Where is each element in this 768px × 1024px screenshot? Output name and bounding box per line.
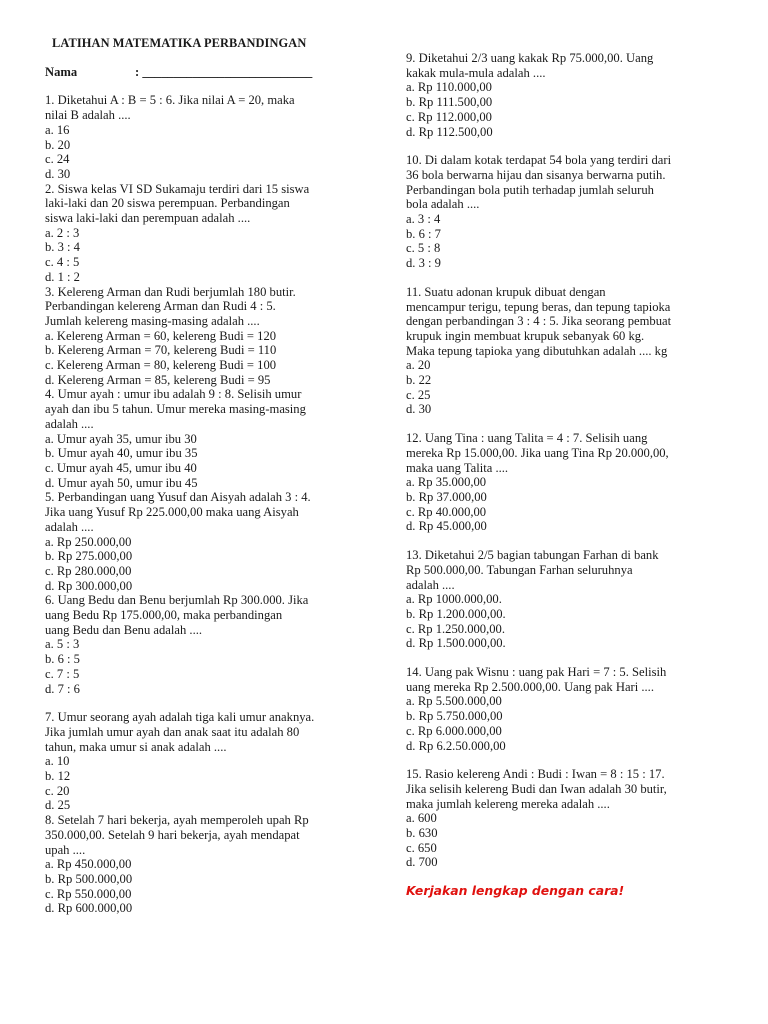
answer-option: d. 3 : 9 <box>406 256 441 271</box>
answer-option: a. Rp 5.500.000,00 <box>406 694 502 709</box>
answer-option: d. 30 <box>45 166 71 181</box>
answer-option: b. 6 : 7 <box>406 226 441 241</box>
answer-option: b. 3 : 4 <box>45 240 80 255</box>
question-item <box>45 93 370 181</box>
answer-option: d. Rp 6.2.50.000,00 <box>406 738 506 753</box>
question-stem: 2. Siswa kelas VI SD Sukamaju terdiri dari 15 siswa laki-laki dan 20 siswa perempuan. Perbandingan siswa laki-laki dan perempuan adalah .... <box>45 181 310 226</box>
answer-option: b. Kelereng Arman = 70, kelereng Budi = 110 <box>45 343 277 358</box>
answer-option: a. Rp 450.000,00 <box>45 857 132 872</box>
answer-option: b. 6 : 5 <box>45 652 80 667</box>
answer-option: d. Rp 300.000,00 <box>45 578 133 593</box>
answer-option: b. 22 <box>406 373 432 388</box>
answer-option: c. Kelereng Arman = 80, kelereng Budi = 100 <box>45 358 277 373</box>
answer-option: b. Rp 37.000,00 <box>406 489 487 504</box>
right-column <box>406 51 736 899</box>
answer-option: a. 2 : 3 <box>45 225 80 240</box>
answer-option: d. 700 <box>406 855 438 870</box>
answer-option: d. 25 <box>45 798 71 813</box>
question-item <box>406 431 736 534</box>
left-column <box>45 36 370 916</box>
question-stem: 14. Uang pak Wisnu : uang pak Hari = 7 : 5. Selisih uang mereka Rp 2.500.000,00. Uang pak Hari .... <box>406 665 667 694</box>
answer-option: b. Umur ayah 40, umur ibu 35 <box>45 446 198 461</box>
answer-option: b. Rp 111.500,00 <box>406 95 493 110</box>
answer-option: c. Rp 40.000,00 <box>406 504 487 519</box>
answer-option: b. Rp 500.000,00 <box>45 871 133 886</box>
answer-option: b. 12 <box>45 769 71 784</box>
answer-option: a. Rp 250.000,00 <box>45 534 132 549</box>
question-stem: 11. Suatu adonan krupuk dibuat dengan mencampur terigu, tepung beras, dan tepung tapioka dengan perbandingan 3 : 4 : 5. Jika seorang pembuat krupuk ingin membuat krupuk sebanyak 60 kg. Maka tepung tapioka yang dibutuhkan adalah .... kg <box>406 284 672 358</box>
answer-option: c. 25 <box>406 387 431 402</box>
answer-option: d. Umur ayah 50, umur ibu 45 <box>45 475 198 490</box>
answer-option: b. Rp 1.200.000,00. <box>406 606 506 621</box>
question-stem: 4. Umur ayah : umur ibu adalah 9 : 8. Selisih umur ayah dan ibu 5 tahun. Umur mereka masing-masing adalah .... <box>45 387 306 431</box>
name-field-row <box>45 65 370 80</box>
answer-option: a. Rp 110.000,00 <box>406 80 492 95</box>
name-line: : ___________________________ <box>135 64 313 79</box>
question-item <box>406 51 736 139</box>
answer-option: a. Rp 1000.000,00. <box>406 592 502 607</box>
answer-option: d. Rp 1.500.000,00. <box>406 636 506 651</box>
question-stem: 9. Diketahui 2/3 uang kakak Rp 75.000,00. Uang kakak mula-mula adalah .... <box>406 51 654 80</box>
answer-option: a. 600 <box>406 811 437 826</box>
answer-option: a. 16 <box>45 122 70 137</box>
answer-option: d. Rp 45.000,00 <box>406 519 487 534</box>
question-stem: 1. Diketahui A : B = 5 : 6. Jika nilai A = 20, maka nilai B adalah .... <box>45 93 295 123</box>
name-label: Nama <box>45 64 78 79</box>
answer-option: c. 4 : 5 <box>45 255 80 270</box>
question-item <box>45 182 370 285</box>
question-item <box>406 767 736 870</box>
answer-option: a. 5 : 3 <box>45 637 80 652</box>
answer-option: a. 20 <box>406 358 431 373</box>
question-stem: 5. Perbandingan uang Yusuf dan Aisyah adalah 3 : 4. Jika uang Yusuf Rp 225.000,00 maka uang Aisyah adalah .... <box>45 490 311 534</box>
question-item <box>406 285 736 417</box>
question-item <box>45 593 370 696</box>
question-stem: 6. Uang Bedu dan Benu berjumlah Rp 300.000. Jika uang Bedu Rp 175.000,00, maka perbandingan uang Bedu dan Benu adalah .... <box>45 593 309 637</box>
answer-option: c. Rp 1.250.000,00. <box>406 621 505 636</box>
instruction-note: Kerjakan lengkap dengan cara! <box>406 883 625 899</box>
question-stem: 8. Setelah 7 hari bekerja, ayah memperoleh upah Rp 350.000,00. Setelah 9 hari bekerja, ayah mendapat upah .... <box>45 813 309 857</box>
answer-option: c. 7 : 5 <box>45 666 80 681</box>
answer-option: a. Rp 35.000,00 <box>406 475 487 490</box>
question-item <box>45 387 370 490</box>
question-stem: 3. Kelereng Arman dan Rudi berjumlah 180 butir. Perbandingan kelereng Arman dan Rudi 4 : 5. Jumlah kelereng masing-masing adalah .... <box>45 284 296 328</box>
question-item <box>45 285 370 388</box>
answer-option: b. 630 <box>406 826 438 841</box>
answer-option: c. 20 <box>45 783 70 798</box>
question-item <box>406 548 736 651</box>
answer-option: c. Rp 280.000,00 <box>45 563 132 578</box>
question-list-left <box>45 93 370 916</box>
answer-option: d. Rp 112.500,00 <box>406 124 493 139</box>
question-item <box>406 665 736 753</box>
question-stem: 13. Diketahui 2/5 bagian tabungan Farhan di bank Rp 500.000,00. Tabungan Farhan seluruhnya adalah .... <box>406 548 659 592</box>
answer-option: c. Rp 6.000.000,00 <box>406 723 502 738</box>
answer-option: c. Umur ayah 45, umur ibu 40 <box>45 460 197 475</box>
question-item <box>45 490 370 593</box>
answer-option: d. 1 : 2 <box>45 269 80 284</box>
question-stem: 10. Di dalam kotak terdapat 54 bola yang terdiri dari 36 bola berwarna hijau dan sisanya berwarna putih. Perbandingan bola putih terhadap jumlah seluruh bola adalah .... <box>406 153 672 212</box>
answer-option: b. Rp 275.000,00 <box>45 549 133 564</box>
answer-option: c. 650 <box>406 840 437 855</box>
question-item <box>45 710 370 813</box>
question-item <box>45 813 370 916</box>
question-list-right <box>406 51 736 870</box>
question-stem: 12. Uang Tina : uang Talita = 4 : 7. Selisih uang mereka Rp 15.000,00. Jika uang Tina Rp 20.000,00, maka uang Talita .... <box>406 431 669 475</box>
answer-option: c. Rp 112.000,00 <box>406 109 492 124</box>
question-stem: 7. Umur seorang ayah adalah tiga kali umur anaknya. Jika jumlah umur ayah dan anak saat itu adalah 80 tahun, maka umur si anak adalah .... <box>45 710 315 754</box>
answer-option: b. Rp 5.750.000,00 <box>406 709 503 724</box>
answer-option: a. Kelereng Arman = 60, kelereng Budi = 120 <box>45 328 277 343</box>
answer-option: c. 24 <box>45 152 70 167</box>
answer-option: a. 10 <box>45 754 70 769</box>
answer-option: d. 30 <box>406 402 432 417</box>
question-item <box>406 153 736 271</box>
page-title: LATIHAN MATEMATIKA PERBANDINGAN <box>52 36 307 50</box>
question-stem: 15. Rasio kelereng Andi : Budi : Iwan = 8 : 15 : 17. Jika selisih kelereng Budi dan Iwan adalah 30 butir, maka jumlah kelereng mereka adalah .... <box>406 767 667 811</box>
answer-option: c. Rp 550.000,00 <box>45 886 132 901</box>
answer-option: d. Rp 600.000,00 <box>45 901 133 916</box>
answer-option: a. Umur ayah 35, umur ibu 30 <box>45 431 197 446</box>
answer-option: a. 3 : 4 <box>406 212 441 227</box>
answer-option: d. Kelereng Arman = 85, kelereng Budi = 95 <box>45 372 271 387</box>
answer-option: b. 20 <box>45 137 71 152</box>
answer-option: c. 5 : 8 <box>406 241 441 256</box>
answer-option: d. 7 : 6 <box>45 681 80 696</box>
